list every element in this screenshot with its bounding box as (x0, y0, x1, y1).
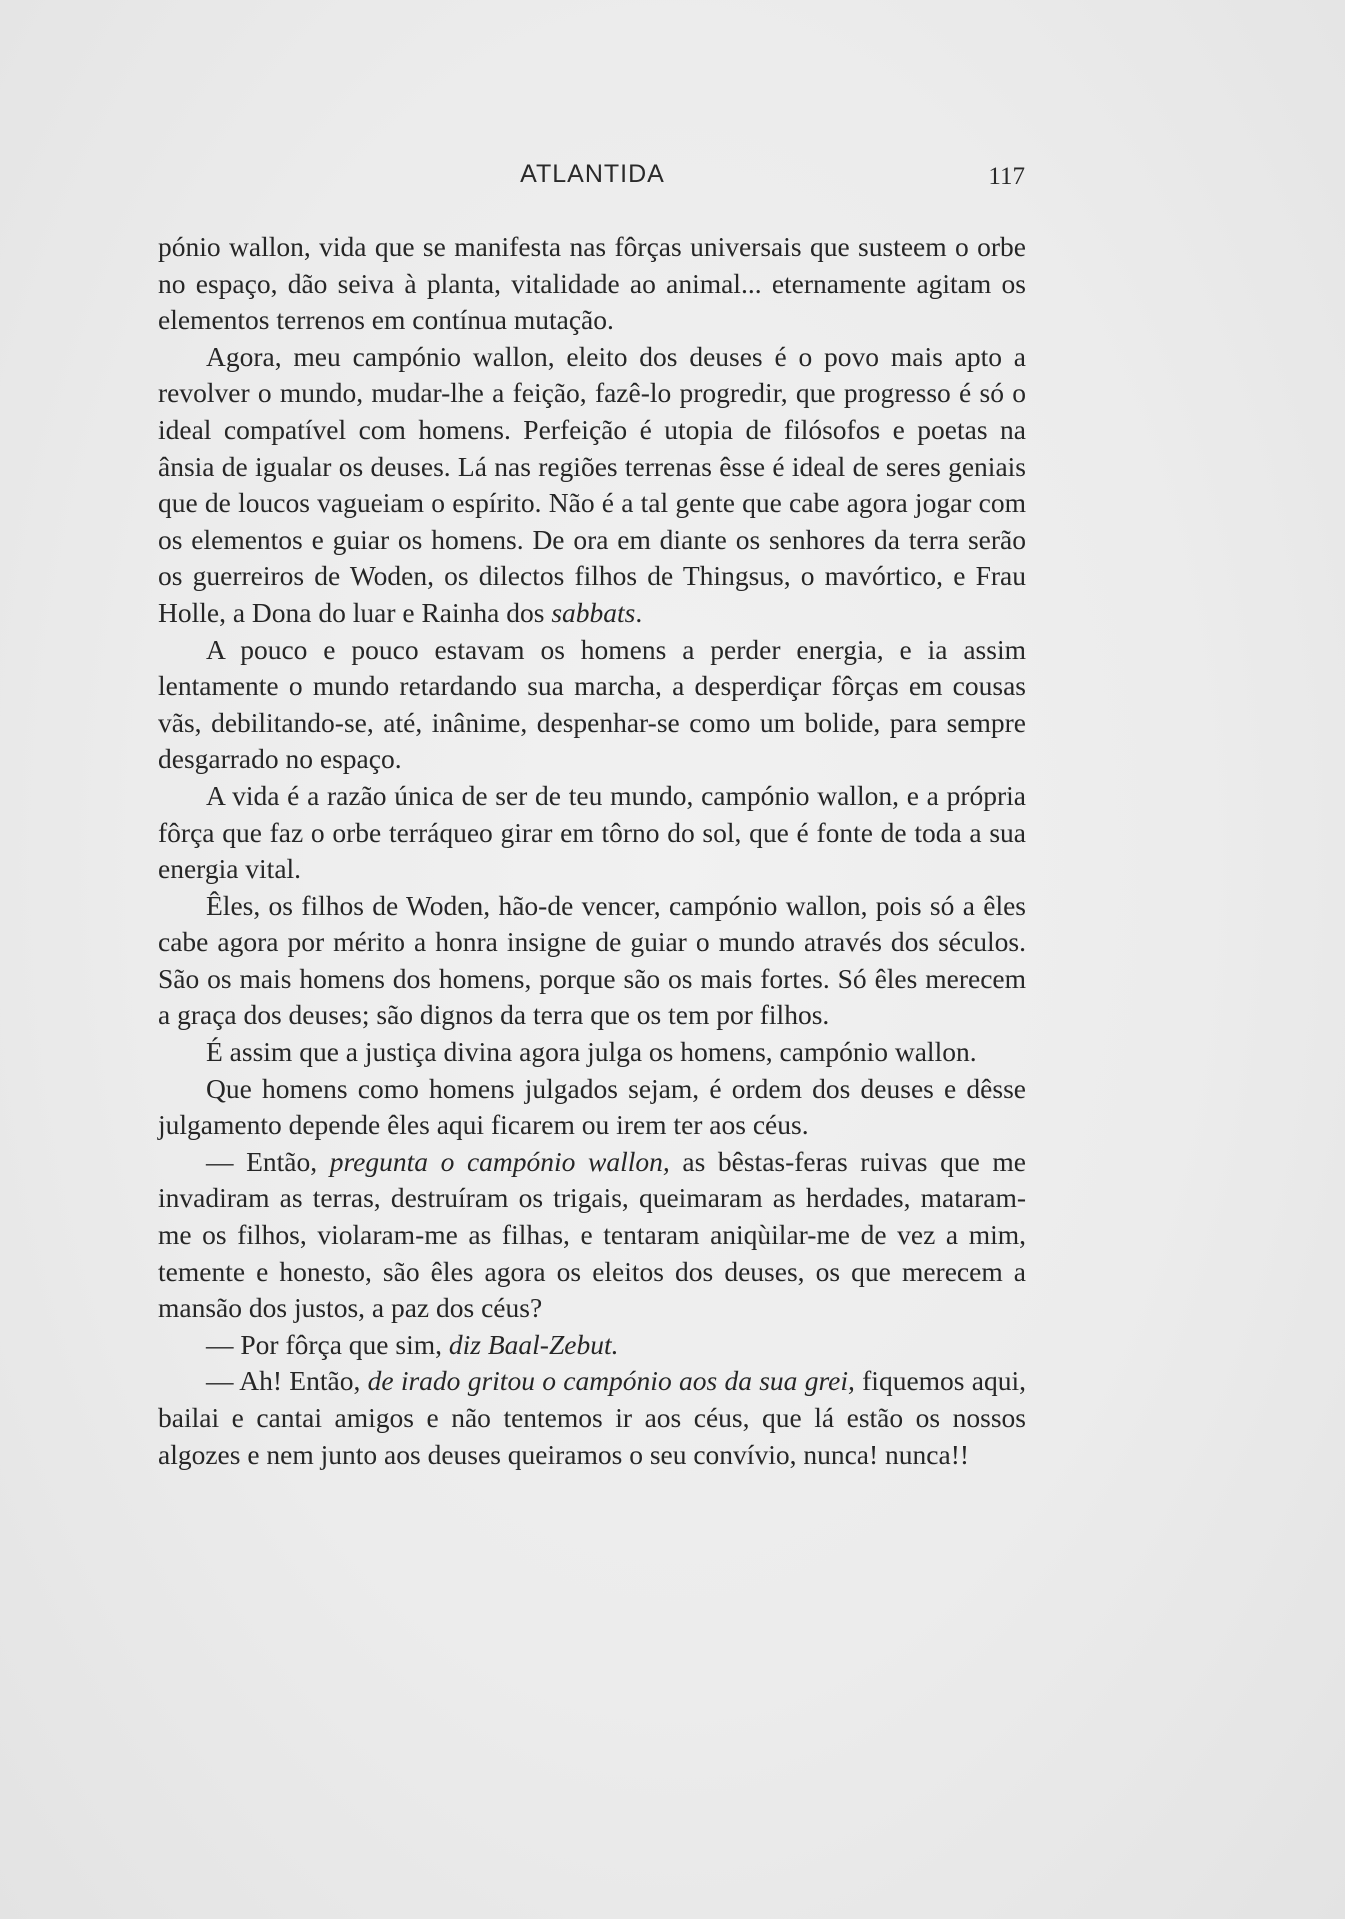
paragraph-2 (158, 339, 1026, 632)
paragraph-6 (158, 1034, 1026, 1071)
paragraph-7-text: Que homens como homens julgados sejam, é ordem dos deuses e dêsse julgamento depende êles aqui ficarem ou irem ter aos céus. (158, 1072, 1026, 1141)
paragraph-2-text: Agora, meu campónio wallon, eleito dos deuses é o povo mais apto a revolver o mundo, mudar-lhe a feição, fazê-lo progredir, que progresso é só o ideal compatível com homens. Perfeição é utopia de filósofos e poetas na ânsia de igualar os deuses. Lá nas regiões terrenas êsse é ideal de seres geniais que de loucos vagueiam o espírito. Não é a tal gente que cabe agora jogar com os elementos e guiar os homens. De ora em diante os senhores da terra serão os guerreiros de Woden, os dilectos filhos de Thingsus, o mavórtico, e Frau Holle, a Dona do luar e Rainha dos (158, 340, 1026, 628)
paragraph-2-end: . (635, 596, 643, 628)
paragraph-8 (158, 1144, 1026, 1327)
body-text (158, 229, 1026, 1473)
paragraph-1 (158, 229, 1026, 339)
speaker-attribution: diz Baal-Zebut. (448, 1328, 619, 1360)
paragraph-4 (158, 778, 1026, 888)
dialogue-dash-text: — Então, (206, 1145, 330, 1177)
paragraph-5 (158, 888, 1026, 1034)
running-title: ATLANTIDA (520, 160, 665, 188)
dialogue-dash-text: — Por fôrça que sim, (206, 1328, 449, 1360)
paragraph-1-text: pónio wallon, vida que se manifesta nas fôrças universais que susteem o orbe no espaço, dão seiva à planta, vitalidade ao animal... eternamente agitam os elementos terrenos em contínua mutação. (158, 231, 1026, 336)
paragraph-5-text: Êles, os filhos de Woden, hão-de vencer, campónio wallon, pois só a êles cabe agora por mérito a honra insigne de guiar o mundo através dos séculos. São os mais homens dos homens, porque são os mais fortes. Só êles merecem a graça dos deuses; são dignos da terra que os tem por filhos. (158, 889, 1026, 1031)
paragraph-8-text: as bêstas-feras ruivas que me invadiram as terras, destruíram os trigais, queimaram as herdades, mataram-me os filhos, violaram-me as filhas, e tentaram aniqùilar-me de vez a mim, temente e honesto, são êles agora os eleitos dos deuses, os que merecem a mansão dos justos, a paz dos céus? (158, 1145, 1026, 1324)
sabbats-italic: sabbats (551, 596, 636, 628)
page-number: 117 (988, 163, 1025, 190)
running-head (160, 160, 1025, 194)
paragraph-3-text: A pouco e pouco estavam os homens a perder energia, e ia assim lentamente o mundo retardando sua marcha, a desperdiçar fôrças em cousas vãs, debilitando-se, até, inânime, despenhar-se como um bolide, para sempre desgarrado no espaço. (158, 633, 1026, 775)
paragraph-6-text: É assim que a justiça divina agora julga os homens, campónio wallon. (206, 1036, 977, 1068)
speaker-attribution: de irado gritou o campónio aos da sua grei, (367, 1365, 855, 1397)
paragraph-10-text: fiquemos aqui, bailai e cantai amigos e não tentemos ir aos céus, que lá estão os nossos algozes e nem junto aos deuses queiramos o seu convívio, nunca! nunca!! (158, 1365, 1026, 1470)
speaker-attribution: pregunta o campónio wallon, (329, 1145, 670, 1177)
paragraph-4-text: A vida é a razão única de ser de teu mundo, campónio wallon, e a própria fôrça que faz o orbe terráqueo girar em tôrno do sol, que é fonte de toda a sua energia vital. (158, 779, 1026, 885)
dialogue-dash-text: — Ah! Então, (206, 1365, 368, 1397)
paragraph-9 (158, 1327, 1026, 1364)
paragraph-7 (158, 1071, 1026, 1144)
paragraph-10 (158, 1363, 1026, 1473)
paragraph-3 (158, 632, 1026, 778)
